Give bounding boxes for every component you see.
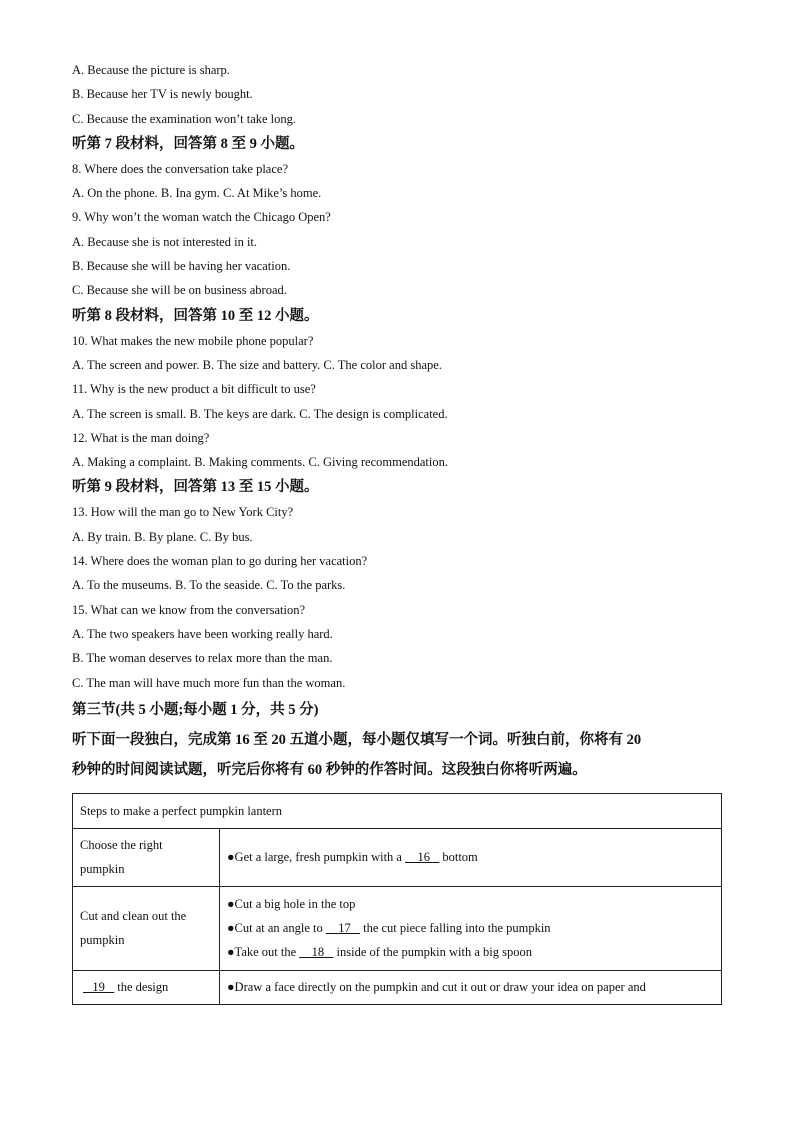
question-line: C. Because she will be on business abroad. [72,283,287,298]
question-options [72,58,722,131]
option-line: B. Because her TV is newly bought. [72,87,253,102]
table-title-row [73,793,722,828]
question-line: A. Making a complaint. B. Making comments. C. Giving recommendation. [72,455,448,470]
option-line: A. Because the picture is sharp. [72,63,230,77]
question-line: 13. How will the man go to New York City? [72,505,294,520]
blank-number: 18 [311,945,325,960]
question-line: A. Because she is not interested in it. [72,234,258,249]
step-label-line: pumpkin [80,933,125,948]
bullet-text: ●Take out the [227,945,297,960]
question-line: 14. Where does the woman plan to go during her vacation? [72,554,368,569]
question-group-9 [72,500,722,694]
bullet-text: ●Cut at an angle to [227,921,323,936]
table-row [73,886,722,970]
question-line: A. By train. B. By plane. C. By bus. [72,529,253,544]
bullet-line [227,940,714,964]
section-3-instructions-2: 秒钟的时间阅读试题，听完后你将有 60 秒钟的作答时间。这段独白你将听两遍。 [72,761,587,778]
answer-blank-17 [323,921,363,935]
question-line: A. The two speakers have been working really hard. [72,626,333,641]
step-label-line: Choose the right [80,838,163,853]
question-line: 8. Where does the conversation take place? [72,161,288,176]
step-label-line: pumpkin [80,862,125,877]
section-heading-8: 听第 8 段材料，回答第 10 至 12 小题。 [72,307,319,324]
bullet-text: ●Draw a face directly on the pumpkin and cut it out or draw your idea on paper and [227,980,646,995]
step-label-line: Cut and clean out the [80,909,187,924]
step-details [220,886,722,970]
question-line: C. The man will have much more fun than the woman. [72,675,346,690]
blank-number: 19 [92,980,105,995]
blank-number: 17 [338,921,351,936]
bullet-line: ●Cut a big hole in the top [227,897,356,912]
section-3-title: 第三节(共 5 小题;每小题 1 分，共 5 分) [72,701,319,718]
step-details [220,970,722,1004]
step-label-text: the design [117,980,169,995]
pumpkin-lantern-table [72,793,722,1005]
question-line: 12. What is the man doing? [72,430,210,445]
step-details [220,828,722,886]
answer-blank-16 [402,850,442,864]
question-line: A. To the museums. B. To the seaside. C. To the parks. [72,578,346,593]
blank-number: 16 [417,850,430,865]
step-label [73,828,220,886]
bullet-text: bottom [442,850,478,865]
step-label [73,970,220,1004]
table-row [73,970,722,1004]
question-line: A. On the phone. B. Ina gym. C. At Mike’s home. [72,186,322,201]
bullet-text: the cut piece falling into the pumpkin [363,921,551,936]
option-line: C. Because the examination won’t take long. [72,111,297,126]
question-line: 10. What makes the new mobile phone popular? [72,333,314,348]
question-group-8 [72,329,722,475]
section-heading-9: 听第 9 段材料，回答第 13 至 15 小题。 [72,479,319,496]
answer-blank-19 [80,980,117,994]
bullet-line [227,916,714,940]
bullet-text: ●Get a large, fresh pumpkin with a [227,850,402,865]
answer-blank-18 [296,945,336,959]
question-line: 15. What can we know from the conversation? [72,602,306,617]
question-line: 9. Why won’t the woman watch the Chicago Open? [72,210,331,225]
step-label [73,886,220,970]
question-line: 11. Why is the new product a bit difficult to use? [72,382,316,397]
question-line: B. Because she will be having her vacation. [72,259,291,274]
question-line: B. The woman deserves to relax more than the man. [72,651,333,666]
table-row [73,828,722,886]
section-heading-7: 听第 7 段材料，回答第 8 至 9 小题。 [72,135,304,152]
question-line: A. The screen is small. B. The keys are dark. C. The design is complicated. [72,406,448,421]
bullet-text: inside of the pumpkin with a big spoon [336,945,533,960]
question-line: A. The screen and power. B. The size and battery. C. The color and shape. [72,357,442,372]
question-group-7 [72,157,722,303]
section-3-instructions-1: 听下面一段独白，完成第 16 至 20 五道小题，每小题仅填写一个词。听独白前，你将有 20 [72,731,642,748]
table-title: Steps to make a perfect pumpkin lantern [73,793,722,828]
exam-page [72,58,722,1005]
